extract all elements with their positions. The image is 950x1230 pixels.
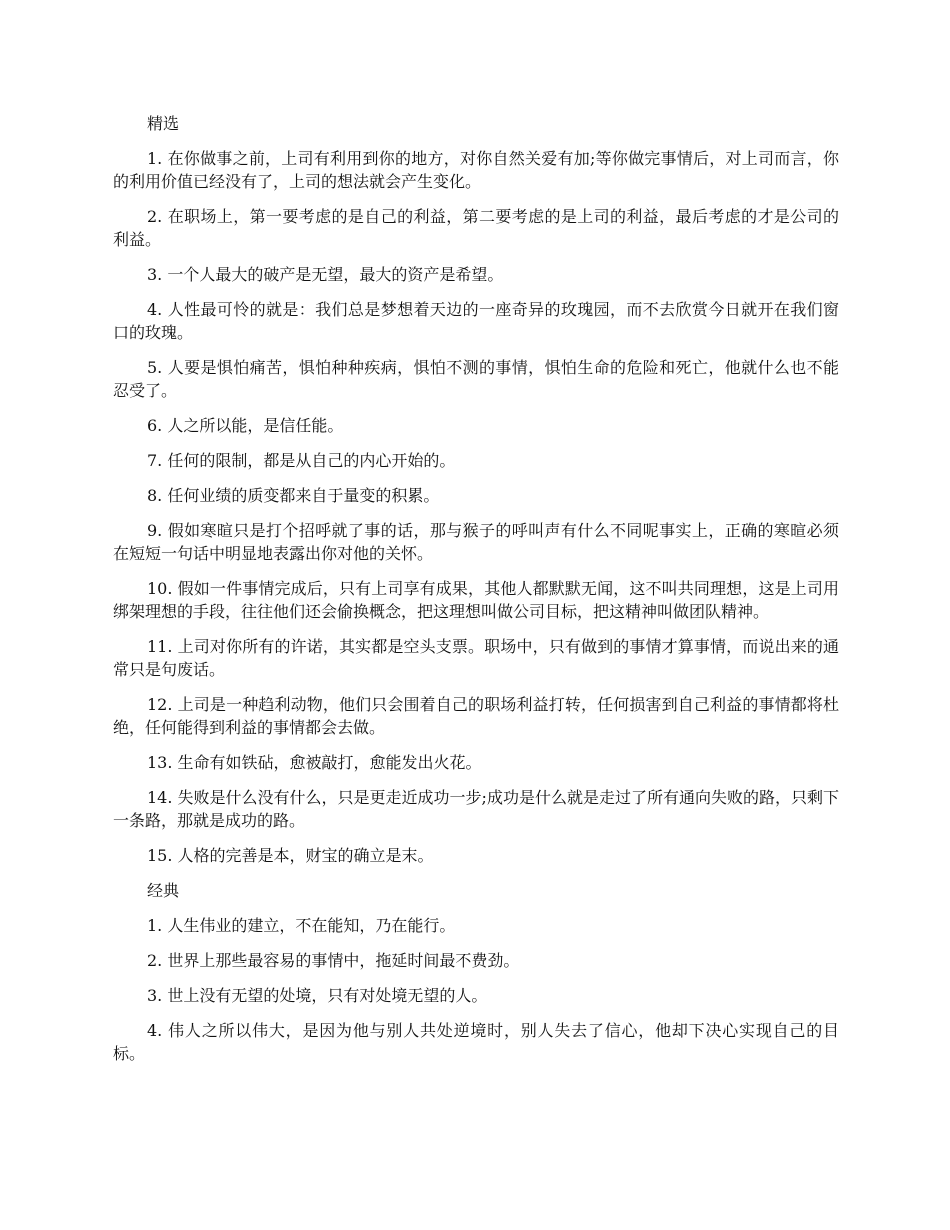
- quote-item: 4. 伟人之所以伟大，是因为他与别人共处逆境时，别人失去了信心，他却下决心实现自己的目标。: [113, 1021, 839, 1063]
- quote-item: 6. 人之所以能，是信任能。: [147, 416, 344, 435]
- quote-item: 7. 任何的限制，都是从自己的内心开始的。: [147, 451, 456, 470]
- quote-item: 2. 在职场上，第一要考虑的是自己的利益，第二要考虑的是上司的利益，最后考虑的才是公司的利益。: [113, 207, 839, 249]
- quote-item: 8. 任何业绩的质变都来自于量变的积累。: [147, 486, 440, 505]
- section-heading-jingxuan: 精选: [147, 114, 180, 133]
- document-page: [113, 112, 839, 1077]
- quote-item: 14. 失败是什么没有什么，只是更走近成功一步;成功是什么就是走过了所有通向失败的路，只剩下一条路，那就是成功的路。: [113, 788, 839, 830]
- quote-item: 1. 在你做事之前，上司有利用到你的地方，对你自然关爱有加;等你做完事情后，对上司而言，你的利用价值已经没有了，上司的想法就会产生变化。: [113, 149, 839, 191]
- quote-item: 12. 上司是一种趋利动物，他们只会围着自己的职场利益打转，任何损害到自己利益的事情都将杜绝，任何能得到利益的事情都会去做。: [113, 695, 839, 737]
- quote-item: 4. 人性最可怜的就是：我们总是梦想着天边的一座奇异的玫瑰园，而不去欣赏今日就开在我们窗口的玫瑰。: [113, 300, 839, 342]
- quote-item: 13. 生命有如铁砧，愈被敲打，愈能发出火花。: [147, 753, 482, 772]
- quote-item: 3. 世上没有无望的处境，只有对处境无望的人。: [147, 986, 488, 1005]
- quote-item: 5. 人要是惧怕痛苦，惧怕种种疾病，惧怕不测的事情，惧怕生命的危险和死亡，他就什么也不能忍受了。: [113, 358, 839, 400]
- section-heading-jingdian: 经典: [147, 881, 180, 900]
- quote-item: 11. 上司对你所有的许诺，其实都是空头支票。职场中，只有做到的事情才算事情，而说出来的通常只是句废话。: [113, 637, 839, 679]
- quote-item: 3. 一个人最大的破产是无望，最大的资产是希望。: [147, 265, 504, 284]
- quote-item: 9. 假如寒暄只是打个招呼就了事的话，那与猴子的呼叫声有什么不同呢事实上，正确的寒暄必须在短短一句话中明显地表露出你对他的关怀。: [113, 521, 839, 563]
- quote-item: 1. 人生伟业的建立，不在能知，乃在能行。: [147, 916, 456, 935]
- quote-item: 10. 假如一件事情完成后，只有上司享有成果，其他人都默默无闻，这不叫共同理想，这是上司用绑架理想的手段，往往他们还会偷换概念，把这理想叫做公司目标，把这精神叫做团队精神。: [113, 579, 839, 621]
- quote-item: 2. 世界上那些最容易的事情中，拖延时间最不费劲。: [147, 951, 520, 970]
- quote-item: 15. 人格的完善是本，财宝的确立是末。: [147, 846, 434, 865]
